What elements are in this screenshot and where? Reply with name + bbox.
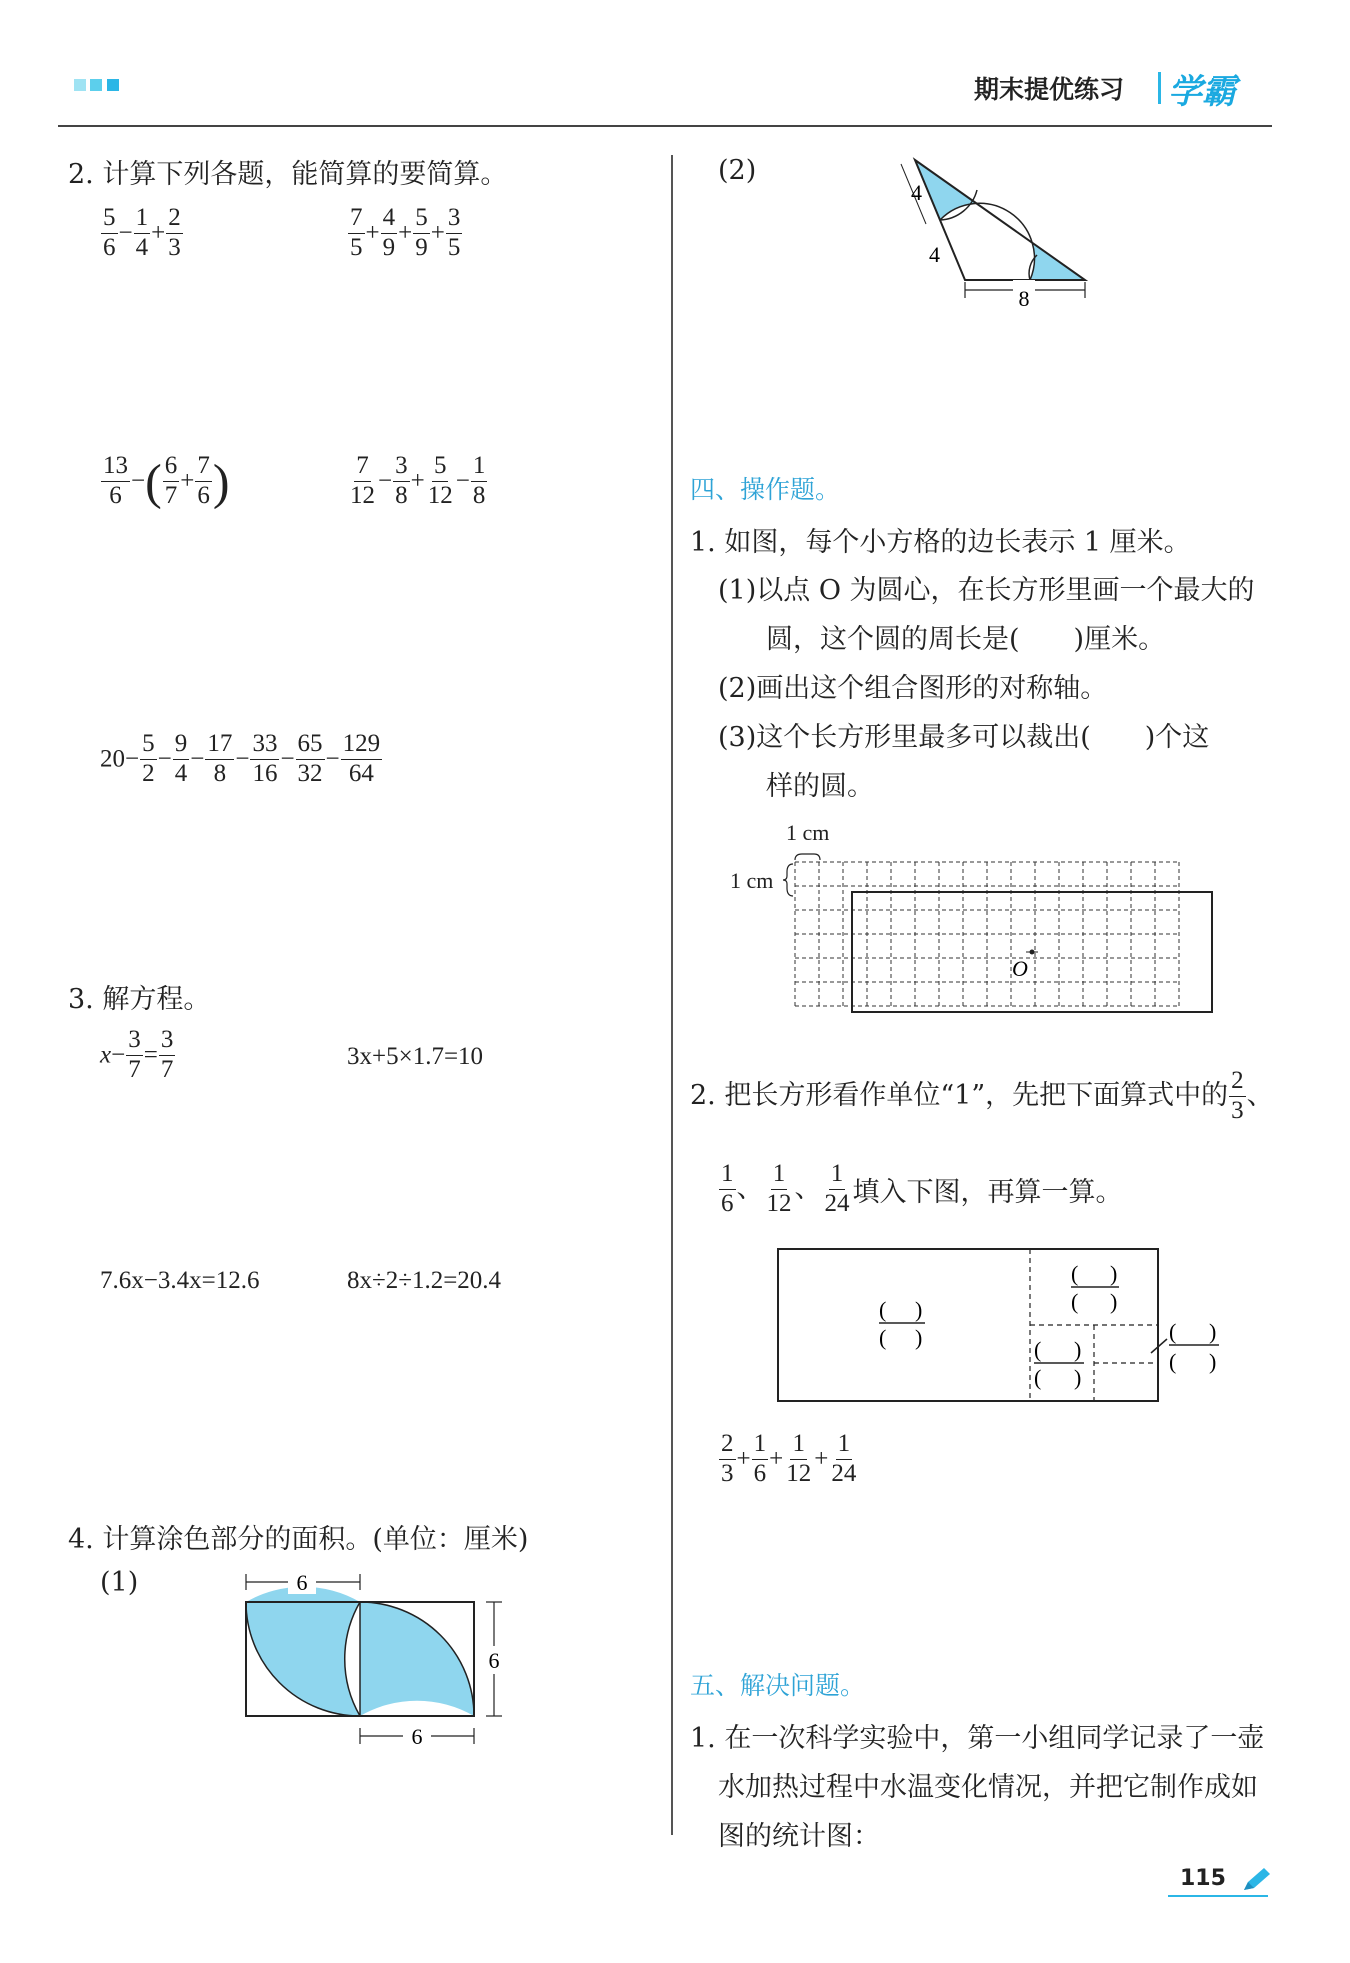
q4-title: 4. 计算涂色部分的面积。(单位：厘米) [68,1524,529,1555]
svg-text:(: ( [1034,1365,1042,1390]
figure-shaded-rect [240,1570,520,1750]
brand-logo: 学霸 [1168,72,1236,112]
header-rule [58,125,1272,127]
equation-2: 3x+5×1.7=10 [347,1043,484,1070]
column-divider [671,155,673,1835]
expr-3: $\frac{13}{6}$ −( $\frac{6}{7}$ + $\frac{7}{6}$ ) [103,452,230,510]
grid-figure [780,850,1280,1045]
q2-title: 2. 计算下列各题，能简算的要简算。 [68,159,508,190]
expr-2: $\frac{7}{5}$ + $\frac{4}{9}$ + $\frac{5}{9}$ + $\frac{3}{5}$ [350,204,461,261]
op2-line2: $\frac{1}{6}$ 、 $\frac{1}{12}$ 、 $\frac{1}{24}$ 填入下图，再算一算。 [721,1160,1123,1217]
pencil-icon [1240,1866,1274,1894]
dim-right-label: 6 [488,1648,500,1673]
svg-text:): ) [1074,1365,1082,1390]
decor-square-3 [107,79,119,91]
blank-fraction-half[interactable] [879,1297,925,1350]
svg-text:): ) [1110,1289,1118,1314]
figure-triangle [895,150,1095,310]
partition-rect-figure [775,1245,1235,1405]
svg-text:): ) [915,1325,923,1350]
svg-text:): ) [1209,1319,1217,1344]
expr-1: $\frac{5}{6}$ − $\frac{1}{4}$ + $\frac{2}{3}$ [103,204,181,261]
p1-line2: 水加热过程中水温变化情况，并把它制作成如 [718,1772,1258,1803]
expr-4: $\frac{7}{12}$ − $\frac{3}{8}$ + $\frac{5}{12}$ − $\frac{1}{8}$ [350,452,486,509]
q3-title: 3. 解方程。 [68,984,211,1015]
op1-line2: 圆，这个圆的周长是( )厘米。 [766,624,1166,655]
svg-text:(: ( [1169,1319,1177,1344]
blank-fraction-sixteenth[interactable] [1169,1319,1219,1374]
sub2-label: (2) [718,155,757,186]
svg-text:(: ( [1169,1349,1177,1374]
q4-sub1-label: (1) [100,1567,139,1598]
svg-text:): ) [1074,1337,1082,1362]
equation-1: x− $\frac{3}{7}$ = $\frac{3}{7}$ [100,1026,174,1083]
svg-text:(: ( [879,1297,887,1322]
dim-bottom-label: 6 [411,1724,423,1749]
blank-fraction-eighth[interactable] [1034,1337,1084,1390]
tri-dim-b: 4 [929,242,940,267]
op1-line3: (2)画出这个组合图形的对称轴。 [718,673,1108,704]
svg-text:): ) [1110,1261,1118,1286]
svg-text:(: ( [1034,1337,1042,1362]
op1-line4: (3)这个长方形里最多可以裁出( )个这 [718,722,1210,753]
svg-text:): ) [915,1297,923,1322]
section-5-heading: 五、解决问题。 [690,1671,866,1700]
equation-4: 8x÷2÷1.2=20.4 [347,1267,502,1294]
expr-5: 20− $\frac{5}{2}$ − $\frac{9}{4}$ − $\frac{17}{8}$ − $\frac{33}{16}$ − $\frac{65}{32}$ − $\frac{129}{64}$ [100,730,381,787]
partition-rect [778,1249,1158,1401]
svg-text:(: ( [1071,1261,1079,1286]
header-title: 期末提优练习 [974,75,1125,104]
unit-left-label: 1 cm [730,868,774,893]
tri-white-arc [940,203,1034,280]
svg-text:(: ( [1071,1289,1079,1314]
shade-right-2 [360,1602,474,1716]
center-label: O [1012,956,1028,981]
decor-square-1 [74,79,86,91]
svg-text:(: ( [879,1325,887,1350]
decor-square-2 [90,79,102,91]
sum-expression: $\frac{2}{3}$ + $\frac{1}{6}$ + $\frac{1}{12}$ + $\frac{1}{24}$ [721,1430,857,1487]
tri-dim-a: 4 [911,180,922,205]
op1-line5: 样的圆。 [766,771,874,802]
p1-line1: 1. 在一次科学实验中，第一小组同学记录了一壶 [690,1723,1265,1754]
p1-line3: 图的统计图： [718,1821,880,1852]
header-separator [1158,72,1161,104]
page-number: 115 [1180,1866,1226,1891]
op1-title: 1. 如图，每个小方格的边长表示 1 厘米。 [690,527,1191,558]
footer-underline [1168,1895,1268,1897]
op1-line1: (1)以点 O 为圆心，在长方形里画一个最大的 [718,575,1255,606]
op2-line1: 2. 把长方形看作单位“1”，先把下面算式中的 $\frac{2}{3}$ 、 [690,1067,1274,1124]
svg-text:): ) [1209,1349,1217,1374]
dim-top-label: 6 [296,1570,308,1595]
shade-left-2 [246,1587,360,1716]
equation-3: 7.6x−3.4x=12.6 [100,1267,260,1294]
blank-fraction-quarter[interactable] [1071,1261,1119,1314]
unit-top-label: 1 cm [786,820,830,845]
section-4-heading: 四、操作题。 [690,475,841,504]
tri-dim-c: 8 [1018,286,1030,310]
